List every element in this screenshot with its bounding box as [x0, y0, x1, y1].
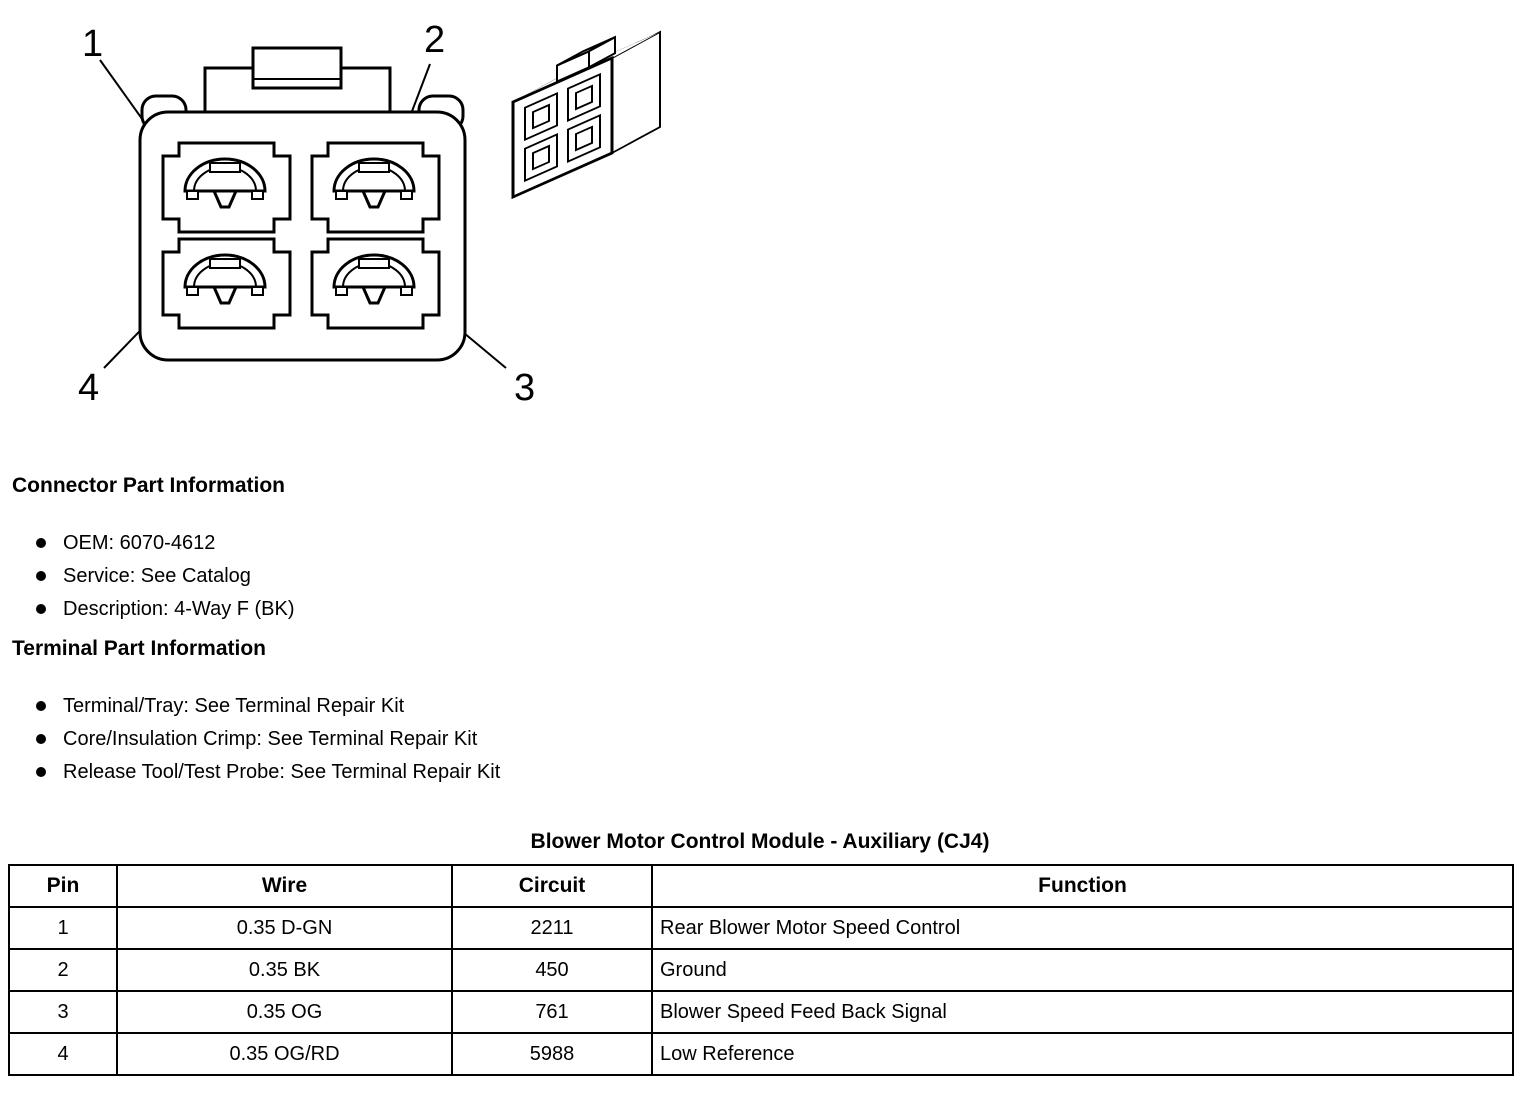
cell-function: Low Reference	[652, 1033, 1513, 1075]
table-row	[9, 949, 1513, 991]
table-row	[9, 1033, 1513, 1075]
cell-circuit: 2211	[452, 907, 652, 949]
cavity-pin-2	[312, 143, 439, 232]
list-item	[36, 563, 251, 589]
bullet-icon	[36, 604, 46, 614]
column-header-function: Function	[652, 865, 1513, 907]
bullet-icon	[36, 538, 46, 548]
list-item	[36, 530, 215, 556]
table-row	[9, 991, 1513, 1033]
cell-function: Blower Speed Feed Back Signal	[652, 991, 1513, 1033]
cell-function: Rear Blower Motor Speed Control	[652, 907, 1513, 949]
terminal-info-tray: Terminal/Tray: See Terminal Repair Kit	[63, 694, 405, 717]
connector-info-title: Connector Part Information	[12, 474, 286, 497]
cell-circuit: 5988	[452, 1033, 652, 1075]
cell-wire: 0.35 BK	[117, 949, 452, 991]
cell-circuit: 450	[452, 949, 652, 991]
bullet-icon	[36, 734, 46, 744]
cavity-pin-1	[163, 143, 290, 232]
cell-wire: 0.35 OG	[117, 991, 452, 1033]
connector-front-view	[140, 48, 465, 360]
bullet-icon	[36, 571, 46, 581]
cavity-pin-4	[163, 239, 290, 328]
cell-function: Ground	[652, 949, 1513, 991]
callout-label-1: 1	[82, 23, 104, 65]
cell-wire: 0.35 OG/RD	[117, 1033, 452, 1075]
list-item	[36, 596, 295, 622]
list-item	[36, 759, 500, 785]
cell-circuit: 761	[452, 991, 652, 1033]
terminal-info-title: Terminal Part Information	[12, 637, 266, 660]
table-row	[9, 907, 1513, 949]
column-header-circuit: Circuit	[452, 865, 652, 907]
column-header-wire: Wire	[117, 865, 452, 907]
callout-label-4: 4	[78, 367, 100, 409]
connector-info-oem: OEM: 6070-4612	[63, 531, 216, 554]
table-header-row	[9, 865, 1513, 907]
pinout-table	[8, 864, 1514, 1076]
list-item	[36, 693, 404, 719]
cell-pin: 3	[9, 991, 117, 1033]
list-item	[36, 726, 477, 752]
cell-pin: 2	[9, 949, 117, 991]
callout-label-2: 2	[424, 19, 446, 61]
cavity-pin-3	[312, 239, 439, 328]
connector-diagram	[0, 0, 700, 420]
connector-info-description: Description: 4-Way F (BK)	[63, 597, 295, 620]
bullet-icon	[36, 767, 46, 777]
column-header-pin: Pin	[9, 865, 117, 907]
cell-pin: 1	[9, 907, 117, 949]
connector-info-service: Service: See Catalog	[63, 564, 251, 587]
table-title: Blower Motor Control Module - Auxiliary (CJ4)	[530, 830, 990, 853]
terminal-info-crimp: Core/Insulation Crimp: See Terminal Repair Kit	[63, 727, 478, 750]
cell-pin: 4	[9, 1033, 117, 1075]
callout-label-3: 3	[514, 367, 536, 409]
cell-wire: 0.35 D-GN	[117, 907, 452, 949]
connector-iso-view	[513, 32, 660, 197]
bullet-icon	[36, 701, 46, 711]
terminal-info-release: Release Tool/Test Probe: See Terminal Repair Kit	[63, 760, 501, 783]
